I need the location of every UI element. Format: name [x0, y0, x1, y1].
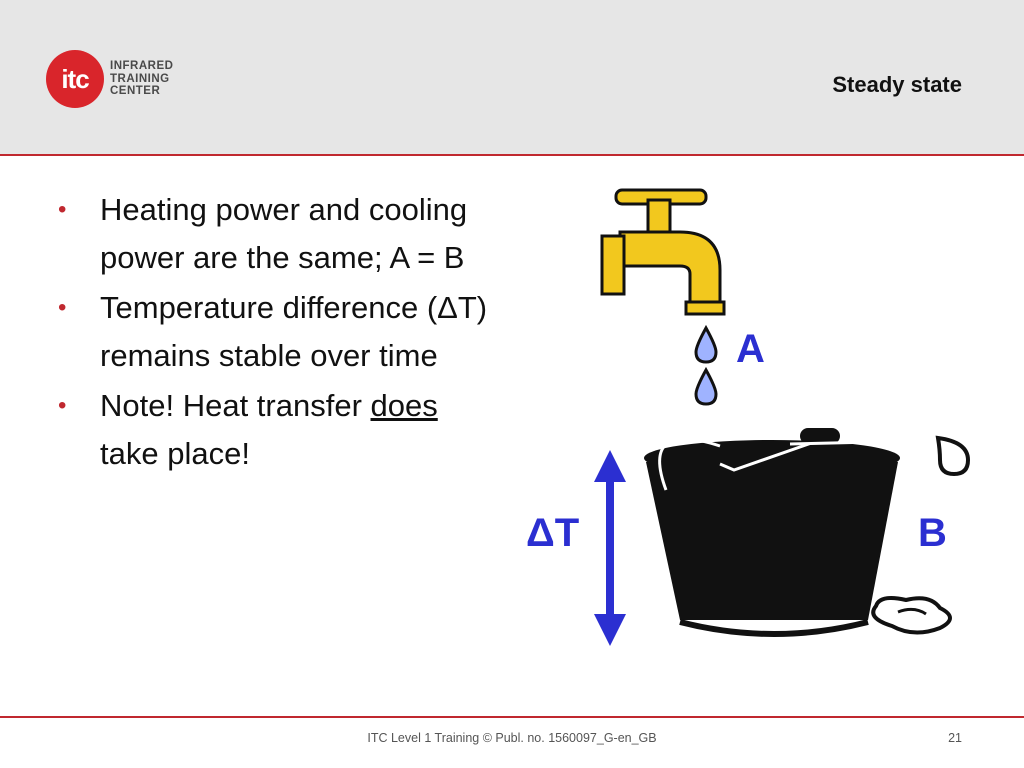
bullet-text: Heating power and cooling power are the same; A = B [100, 192, 468, 275]
bullet-list [58, 186, 498, 480]
double-arrow-icon [594, 450, 626, 646]
bullet-item [58, 186, 498, 282]
slide-title: Steady state [832, 72, 962, 97]
logo-line: INFRARED [110, 60, 174, 72]
bullet-item [58, 382, 498, 478]
bullet-text-after: take place! [100, 436, 250, 471]
bullet-text: Temperature difference (ΔT) remains stable over time [100, 290, 488, 373]
puddle-icon [873, 598, 950, 633]
label-delta-t: ΔT [526, 511, 580, 555]
label-b: B [918, 511, 947, 555]
water-drop-icon [696, 328, 716, 404]
logo-line: CENTER [110, 85, 161, 97]
steady-state-illustration [520, 170, 990, 660]
splash-drop-icon [938, 438, 968, 474]
bullet-icon: • [58, 294, 67, 321]
slide-header [0, 0, 1024, 156]
bucket-icon [644, 428, 900, 634]
bullet-icon: • [58, 392, 67, 419]
footer-text: ITC Level 1 Training © Publ. no. 1560097_G-en_GB [367, 731, 657, 745]
page-number: 21 [948, 731, 962, 745]
logo-line: TRAINING [110, 72, 170, 85]
bullet-item [58, 284, 498, 380]
tap-icon [602, 190, 724, 314]
bullet-text-before: Note! Heat transfer [100, 388, 371, 423]
bullet-underlined-word: does [370, 388, 438, 423]
itc-logo-icon [46, 50, 104, 108]
footer-divider [0, 716, 1024, 718]
bullet-icon: • [58, 196, 67, 223]
logo-mark: itc [61, 63, 89, 94]
label-a: A [736, 327, 765, 371]
logo-wordmark [110, 60, 173, 98]
